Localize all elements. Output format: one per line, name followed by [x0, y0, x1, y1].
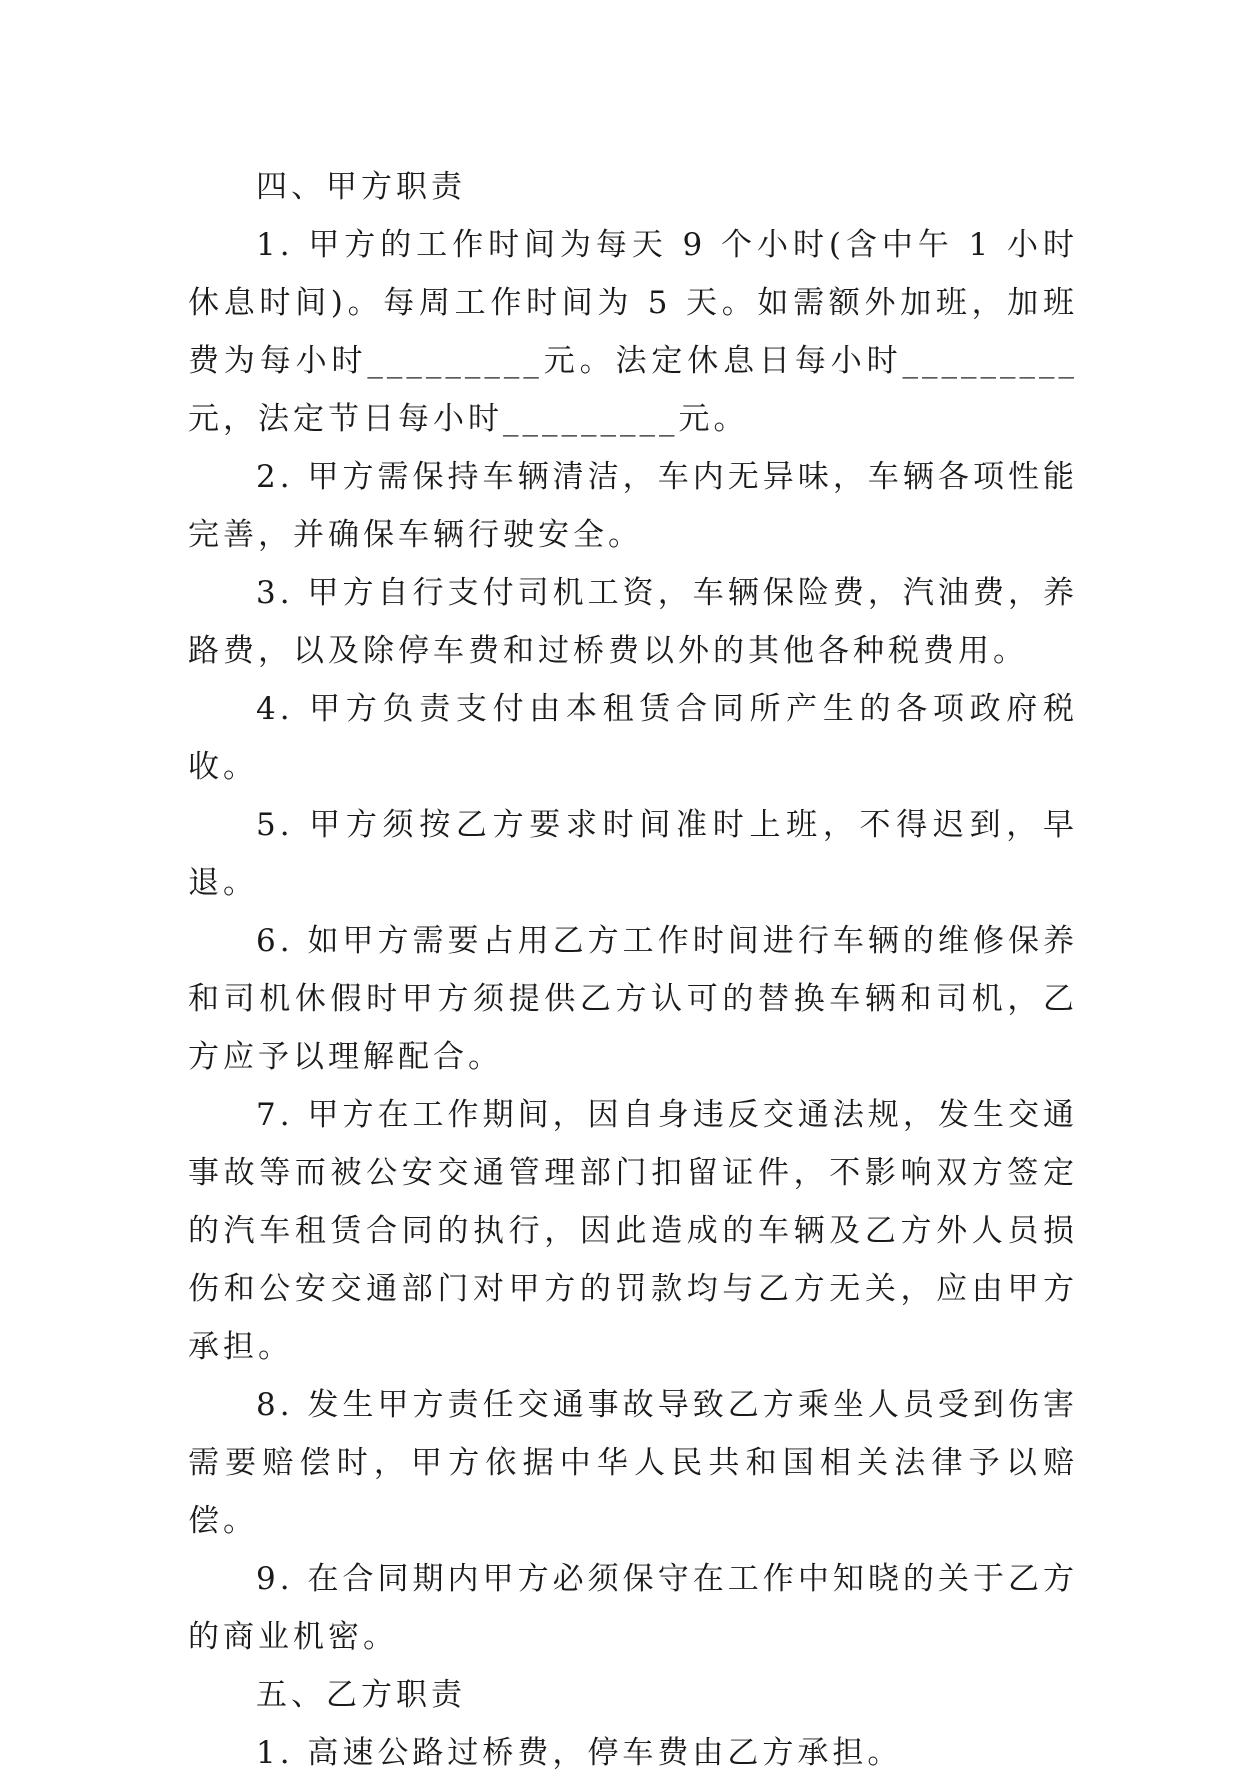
paragraph-5: 5. 甲方须按乙方要求时间准时上班，不得迟到，早退。: [188, 807, 1078, 901]
paragraph-9: 9. 在合同期内甲方必须保守在工作中知晓的关于乙方的商业机密。: [188, 1561, 1078, 1655]
paragraph-4: 4. 甲方负责支付由本租赁合同所产生的各项政府税收。: [188, 691, 1078, 785]
section-heading-four: 四、甲方职责: [256, 169, 466, 205]
paragraph-b1: 1. 高速公路过桥费，停车费由乙方承担。: [256, 1735, 903, 1771]
paragraph-8: 8. 发生甲方责任交通事故导致乙方乘坐人员受到伤害需要赔偿时，甲方依据中华人民共和国相关法律予以赔偿。: [188, 1387, 1078, 1539]
paragraph-2: 2. 甲方需保持车辆清洁，车内无异味，车辆各项性能完善，并确保车辆行驶安全。: [188, 459, 1078, 553]
paragraph-7: 7. 甲方在工作期间，因自身违反交通法规，发生交通事故等而被公安交通管理部门扣留证件，不影响双方签定的汽车租赁合同的执行，因此造成的车辆及乙方外人员损伤和公安交通部门对甲方的罚款均与乙方无关，应由甲方承担。: [188, 1097, 1078, 1365]
section-heading-five: 五、乙方职责: [256, 1677, 466, 1713]
paragraph-1: 1. 甲方的工作时间为每天 9 个小时(含中午 1 小时休息时间)。每周工作时间为 5 天。如需额外加班，加班费为每小时_________元。法定休息日每小时_________元，法定节日每小时_________元。: [188, 227, 1078, 437]
paragraph-3: 3. 甲方自行支付司机工资，车辆保险费，汽油费，养路费，以及除停车费和过桥费以外的其他各种税费用。: [188, 575, 1078, 669]
document-page: [188, 158, 1078, 1782]
paragraph-6: 6. 如甲方需要占用乙方工作时间进行车辆的维修保养和司机休假时甲方须提供乙方认可的替换车辆和司机，乙方应予以理解配合。: [188, 923, 1078, 1075]
